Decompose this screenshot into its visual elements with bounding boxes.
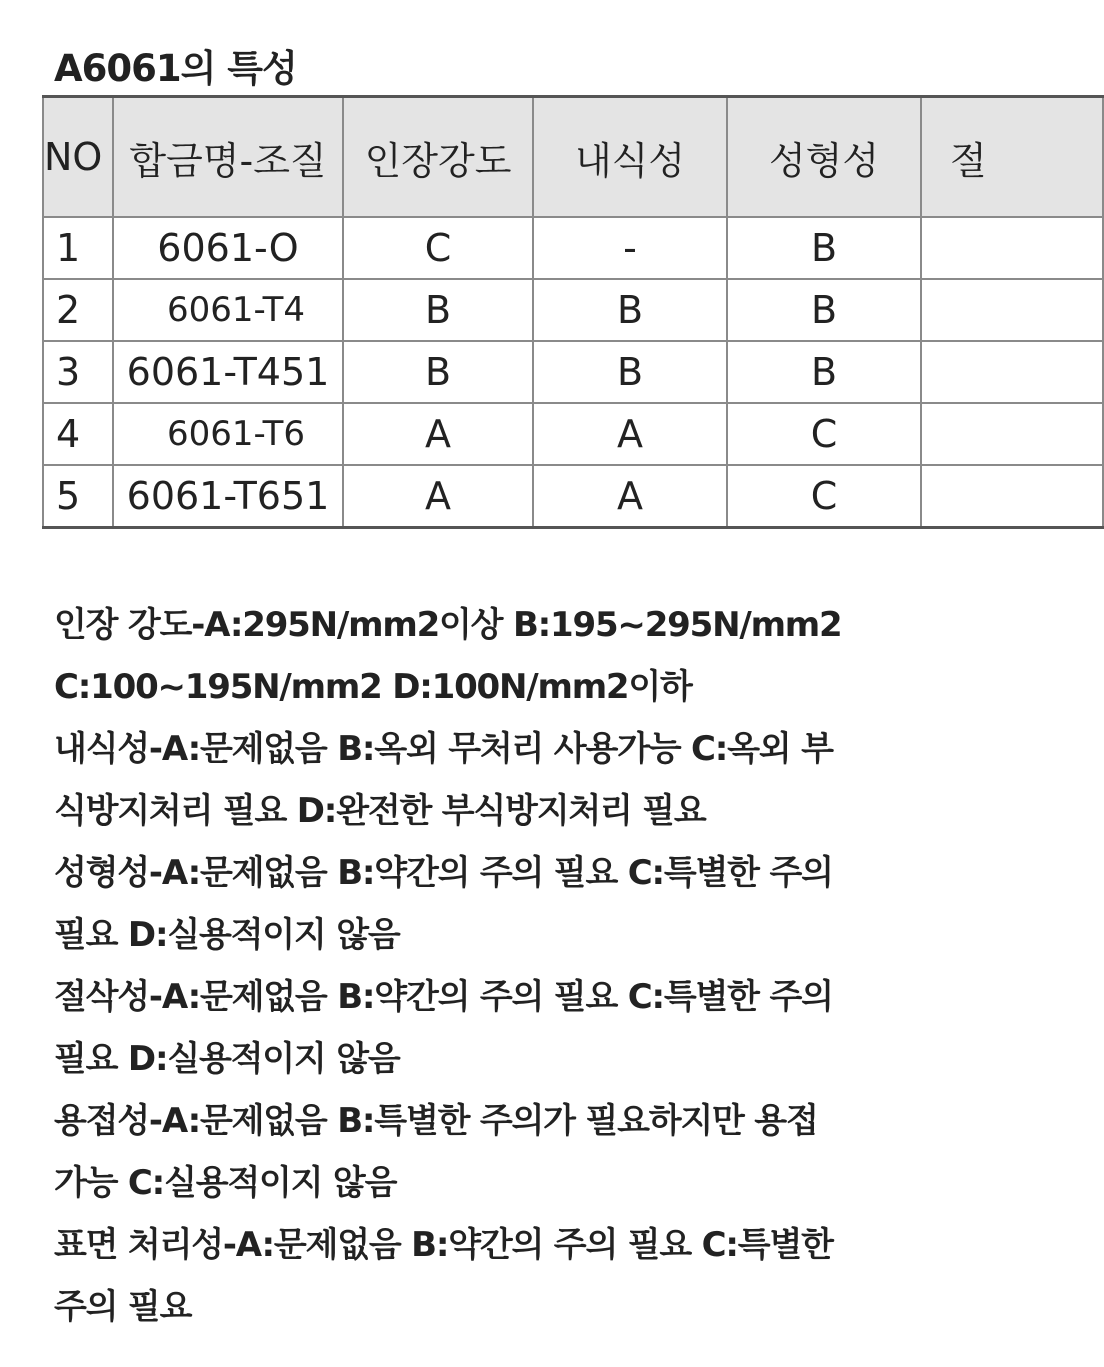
cell-formability: B (727, 217, 921, 279)
table-row (43, 465, 1103, 528)
legend-line: 성형성-A:문제없음 B:약간의 주의 필요 C:특별한 주의 (54, 853, 833, 893)
legend-line: 내식성-A:문제없음 B:옥외 무처리 사용가능 C:옥외 부 (54, 729, 833, 769)
table-row (43, 217, 1103, 279)
cell-alloy: 6061-O (113, 217, 343, 279)
properties-table-container[interactable] (44, 95, 987, 529)
table-row (43, 341, 1103, 403)
legend-line: 용접성-A:문제없음 B:특별한 주의가 필요하지만 용접 (54, 1101, 818, 1141)
cell-tensile: C (343, 217, 533, 279)
header-tensile-strength: 인장강도 (343, 97, 533, 218)
table-row (43, 403, 1103, 465)
cell-corrosion: B (533, 341, 727, 403)
legend-line: 인장 강도-A:295N/mm2이상 B:195~295N/mm2 (54, 605, 842, 645)
cell-corrosion: - (533, 217, 727, 279)
cell-formability: B (727, 279, 921, 341)
legend-line: C:100~195N/mm2 D:100N/mm2이하 (54, 667, 692, 707)
legend-line: 필요 D:실용적이지 않음 (54, 1039, 400, 1079)
properties-table (42, 95, 1104, 529)
legend-line: 식방지처리 필요 D:완전한 부식방지처리 필요 (54, 791, 706, 831)
table-header-row (43, 97, 1103, 218)
cell-tensile: B (343, 279, 533, 341)
cell-machinability (921, 465, 1103, 528)
cell-no: 4 (43, 403, 113, 465)
header-formability: 성형성 (727, 97, 921, 218)
cell-alloy: 6061-T4 (113, 279, 343, 341)
legend-line: 절삭성-A:문제없음 B:약간의 주의 필요 C:특별한 주의 (54, 977, 833, 1017)
cell-tensile: B (343, 341, 533, 403)
header-no: NO (43, 97, 113, 218)
cell-machinability (921, 279, 1103, 341)
cell-no: 5 (43, 465, 113, 528)
grade-legend (54, 594, 934, 1338)
cell-no: 2 (43, 279, 113, 341)
cell-no: 1 (43, 217, 113, 279)
cell-corrosion: A (533, 465, 727, 528)
cell-corrosion: A (533, 403, 727, 465)
header-corrosion-resistance: 내식성 (533, 97, 727, 218)
cell-tensile: A (343, 465, 533, 528)
cell-alloy: 6061-T451 (113, 341, 343, 403)
legend-line: 주의 필요 (54, 1287, 192, 1327)
table-row (43, 279, 1103, 341)
cell-alloy: 6061-T651 (113, 465, 343, 528)
cell-formability: B (727, 341, 921, 403)
cell-formability: C (727, 465, 921, 528)
cell-machinability (921, 403, 1103, 465)
document-title: A6061의 특성 (54, 47, 297, 90)
cell-corrosion: B (533, 279, 727, 341)
legend-line: 표면 처리성-A:문제없음 B:약간의 주의 필요 C:특별한 (54, 1225, 833, 1265)
legend-line: 가능 C:실용적이지 않음 (54, 1163, 397, 1203)
cell-no: 3 (43, 341, 113, 403)
cell-machinability (921, 341, 1103, 403)
cell-alloy: 6061-T6 (113, 403, 343, 465)
cell-machinability (921, 217, 1103, 279)
cell-tensile: A (343, 403, 533, 465)
legend-line: 필요 D:실용적이지 않음 (54, 915, 400, 955)
cell-formability: C (727, 403, 921, 465)
header-machinability: 절 (921, 97, 1103, 218)
header-alloy-temper: 합금명-조질 (113, 97, 343, 218)
